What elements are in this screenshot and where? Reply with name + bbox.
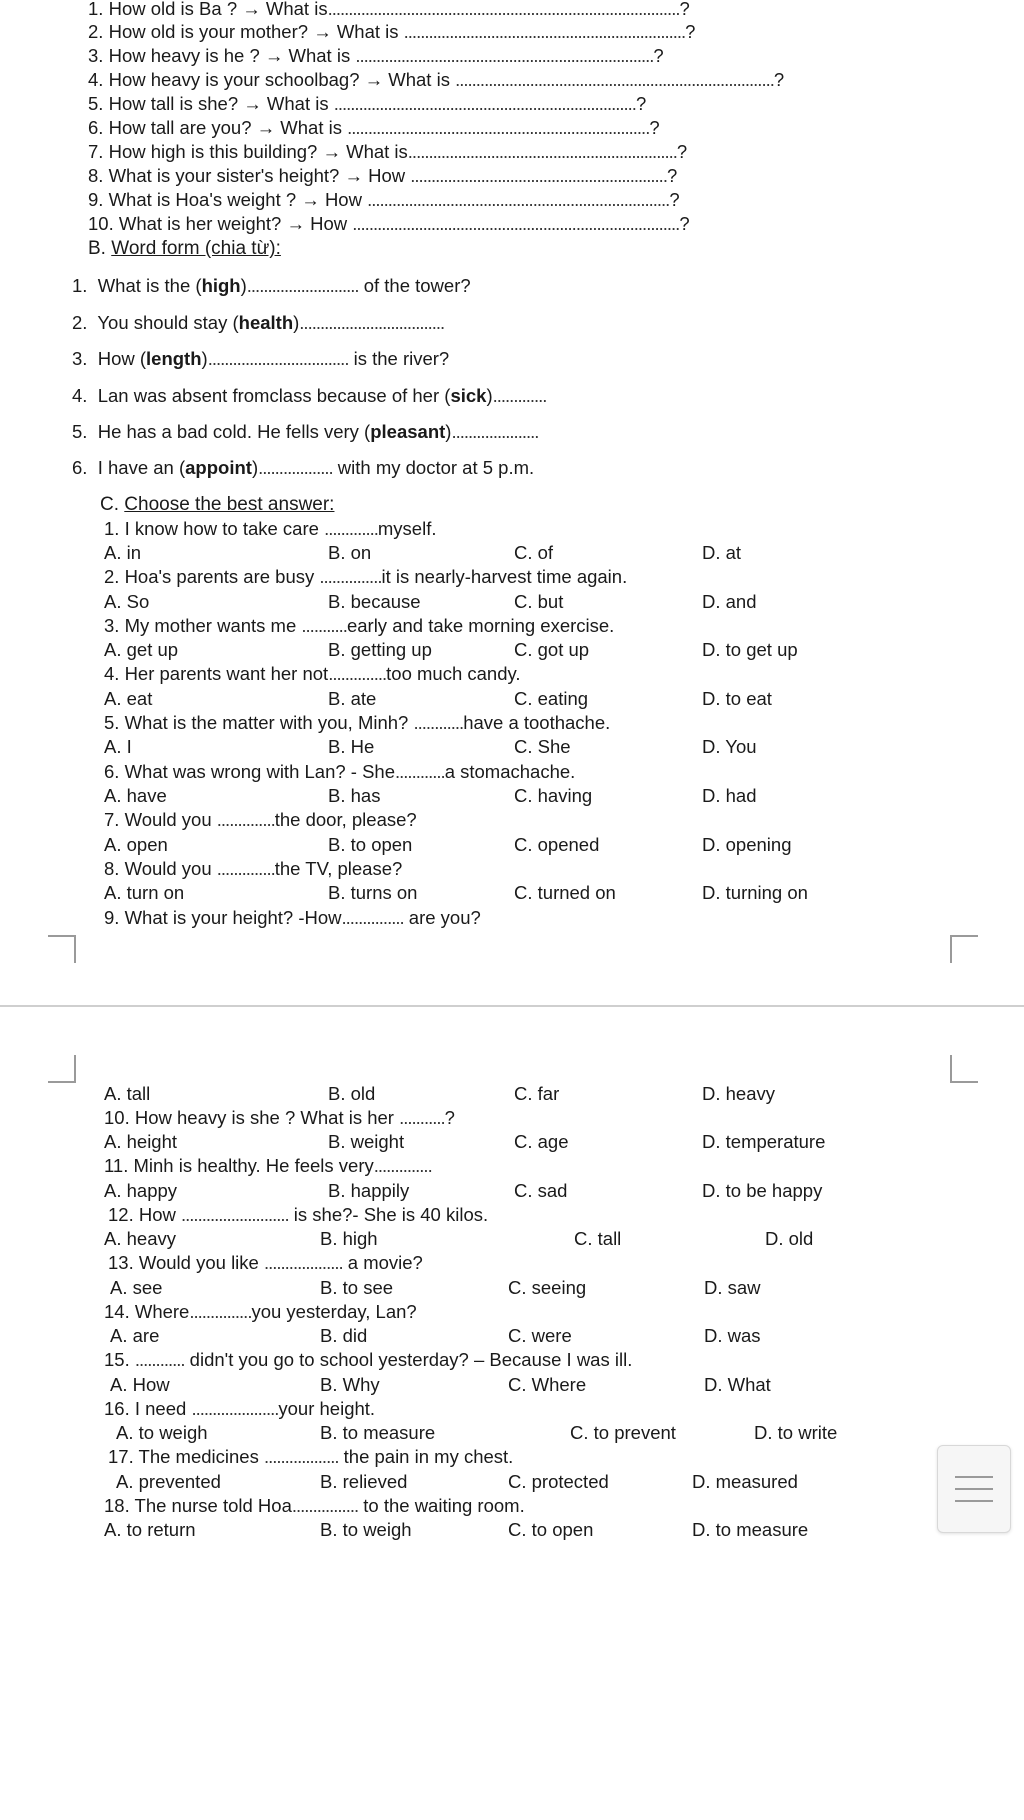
part-b-item-3: 3. How (length).................................. is the river? <box>72 348 450 369</box>
part-b-item-6: 6. I have an (appoint).................. with my doctor at 5 p.m. <box>72 457 535 478</box>
q4-option-a: A. eat <box>104 688 153 709</box>
q9-option-a: A. tall <box>104 1083 151 1104</box>
question-16: 16. I need .....................your height. <box>104 1398 376 1419</box>
q1-option-a: A. in <box>104 542 142 563</box>
q2-option-a: A. So <box>104 591 150 612</box>
q13-option-d: D. saw <box>704 1277 761 1298</box>
part-a-item-2: 2. How old is your mother? → What is ....................................................................? <box>88 21 696 42</box>
q7-option-d: D. opening <box>702 834 792 855</box>
q10-option-d: D. temperature <box>702 1131 826 1152</box>
question-14: 14. Where...............you yesterday, Lan? <box>104 1301 417 1322</box>
q12-option-c: C. tall <box>574 1228 622 1249</box>
part-a-item-3: 3. How heavy is he ? → What is ........................................................................? <box>88 45 664 66</box>
q10-option-b: B. weight <box>328 1131 405 1152</box>
q5-option-c: C. She <box>514 736 571 757</box>
question-4: 4. Her parents want her not..............too much candy. <box>104 663 521 684</box>
q9-option-c: C. far <box>514 1083 560 1104</box>
q16-option-c: C. to prevent <box>570 1422 676 1443</box>
part-c-heading: C. Choose the best answer: <box>100 494 335 515</box>
question-18: 18. The nurse told Hoa................ to the waiting room. <box>104 1495 525 1516</box>
q10-option-c: C. age <box>514 1131 569 1152</box>
page-corner-mark <box>950 1055 978 1083</box>
q11-option-c: C. sad <box>514 1180 568 1201</box>
q15-option-d: D. What <box>704 1374 771 1395</box>
part-a-item-5: 5. How tall is she? → What is .........................................................................? <box>88 93 647 114</box>
q17-option-c: C. protected <box>508 1471 609 1492</box>
question-6: 6. What was wrong with Lan? - She............a stomachache. <box>104 761 576 782</box>
q3-option-a: A. get up <box>104 639 179 660</box>
q5-option-b: B. He <box>328 736 375 757</box>
q12-option-a: A. heavy <box>104 1228 176 1249</box>
part-b-item-5: 5. He has a bad cold. He fells very (pleasant)..................... <box>72 421 539 442</box>
q7-option-a: A. open <box>104 834 168 855</box>
q5-option-d: D. You <box>702 736 757 757</box>
q3-option-d: D. to get up <box>702 639 798 660</box>
part-b-item-2: 2. You should stay (health)................................... <box>72 312 445 333</box>
q8-option-c: C. turned on <box>514 882 616 903</box>
part-a-item-8: 8. What is your sister's height? → How ..............................................................? <box>88 165 678 186</box>
part-b-item-1: 1. What is the (high)........................... of the tower? <box>72 275 471 296</box>
part-b-item-4: 4. Lan was absent fromclass because of her (sick)............. <box>72 385 547 406</box>
part-a-item-7: 7. How high is this building? → What is.................................................................? <box>88 141 688 162</box>
q3-option-b: B. getting up <box>328 639 432 660</box>
question-17: 17. The medicines .................. the pain in my chest. <box>108 1446 514 1467</box>
q6-option-b: B. has <box>328 785 381 806</box>
q9-option-d: D. heavy <box>702 1083 776 1104</box>
question-12: 12. How .......................... is she?- She is 40 kilos. <box>108 1204 489 1225</box>
part-a-item-4: 4. How heavy is your schoolbag? → What is .............................................................................? <box>88 69 785 90</box>
q11-option-d: D. to be happy <box>702 1180 823 1201</box>
part-a-item-6: 6. How tall are you? → What is .........................................................................? <box>88 117 660 138</box>
q13-option-a: A. see <box>110 1277 163 1298</box>
q4-option-c: C. eating <box>514 688 589 709</box>
q15-option-c: C. Where <box>508 1374 587 1395</box>
q10-option-a: A. height <box>104 1131 178 1152</box>
q14-option-b: B. did <box>320 1325 368 1346</box>
q7-option-c: C. opened <box>514 834 600 855</box>
page-separator <box>0 1005 1024 1007</box>
q2-option-c: C. but <box>514 591 564 612</box>
q4-option-d: D. to eat <box>702 688 772 709</box>
q16-option-b: B. to measure <box>320 1422 436 1443</box>
q14-option-c: C. were <box>508 1325 572 1346</box>
q13-option-b: B. to see <box>320 1277 394 1298</box>
q2-option-d: D. and <box>702 591 757 612</box>
question-8: 8. Would you ..............the TV, please? <box>104 858 403 879</box>
q16-option-a: A. to weigh <box>116 1422 208 1443</box>
question-1: 1. I know how to take care .............myself. <box>104 518 437 539</box>
q18-option-d: D. to measure <box>692 1519 809 1540</box>
q11-option-a: A. happy <box>104 1180 178 1201</box>
question-15: 15. ............ didn't you go to school yesterday? – Because I was ill. <box>104 1349 633 1370</box>
q8-option-d: D. turning on <box>702 882 808 903</box>
question-11: 11. Minh is healthy. He feels very.............. <box>104 1155 432 1176</box>
page-corner-mark <box>950 935 978 963</box>
part-a-item-10: 10. What is her weight? → How ...............................................................................? <box>88 213 690 234</box>
question-13: 13. Would you like ................... a movie? <box>108 1252 423 1273</box>
q15-option-a: A. How <box>110 1374 170 1395</box>
menu-button[interactable] <box>937 1445 1011 1533</box>
q6-option-a: A. have <box>104 785 167 806</box>
q7-option-b: B. to open <box>328 834 413 855</box>
q12-option-b: B. high <box>320 1228 378 1249</box>
q6-option-d: D. had <box>702 785 757 806</box>
question-3: 3. My mother wants me ...........early and take morning exercise. <box>104 615 615 636</box>
question-7: 7. Would you ..............the door, please? <box>104 809 417 830</box>
q8-option-a: A. turn on <box>104 882 185 903</box>
q17-option-d: D. measured <box>692 1471 798 1492</box>
q17-option-a: A. prevented <box>116 1471 221 1492</box>
q14-option-d: D. was <box>704 1325 761 1346</box>
q13-option-c: C. seeing <box>508 1277 587 1298</box>
q1-option-b: B. on <box>328 542 372 563</box>
q6-option-c: C. having <box>514 785 593 806</box>
q8-option-b: B. turns on <box>328 882 418 903</box>
q18-option-b: B. to weigh <box>320 1519 412 1540</box>
q1-option-d: D. at <box>702 542 742 563</box>
question-9: 9. What is your height? -How............... are you? <box>104 907 481 928</box>
part-a-item-9: 9. What is Hoa's weight ? → How .........................................................................? <box>88 189 680 210</box>
q11-option-b: B. happily <box>328 1180 410 1201</box>
q3-option-c: C. got up <box>514 639 590 660</box>
question-10: 10. How heavy is she ? What is her ...........? <box>104 1107 455 1128</box>
q2-option-b: B. because <box>328 591 421 612</box>
q16-option-d: D. to write <box>754 1422 838 1443</box>
q18-option-a: A. to return <box>104 1519 196 1540</box>
q17-option-b: B. relieved <box>320 1471 408 1492</box>
question-5: 5. What is the matter with you, Minh? ............have a toothache. <box>104 712 611 733</box>
q1-option-c: C. of <box>514 542 554 563</box>
q14-option-a: A. are <box>110 1325 160 1346</box>
question-2: 2. Hoa's parents are busy ...............it is nearly-harvest time again. <box>104 566 628 587</box>
part-b-heading: B. Word form (chia từ): <box>88 238 281 259</box>
q18-option-c: C. to open <box>508 1519 594 1540</box>
q9-option-b: B. old <box>328 1083 376 1104</box>
q15-option-b: B. Why <box>320 1374 380 1395</box>
page-corner-mark <box>48 935 76 963</box>
page-corner-mark <box>48 1055 76 1083</box>
q5-option-a: A. I <box>104 736 132 757</box>
q12-option-d: D. old <box>765 1228 814 1249</box>
part-a-item-1: 1. How old is Ba ? → What is.....................................................................................? <box>88 0 690 19</box>
q4-option-b: B. ate <box>328 688 377 709</box>
